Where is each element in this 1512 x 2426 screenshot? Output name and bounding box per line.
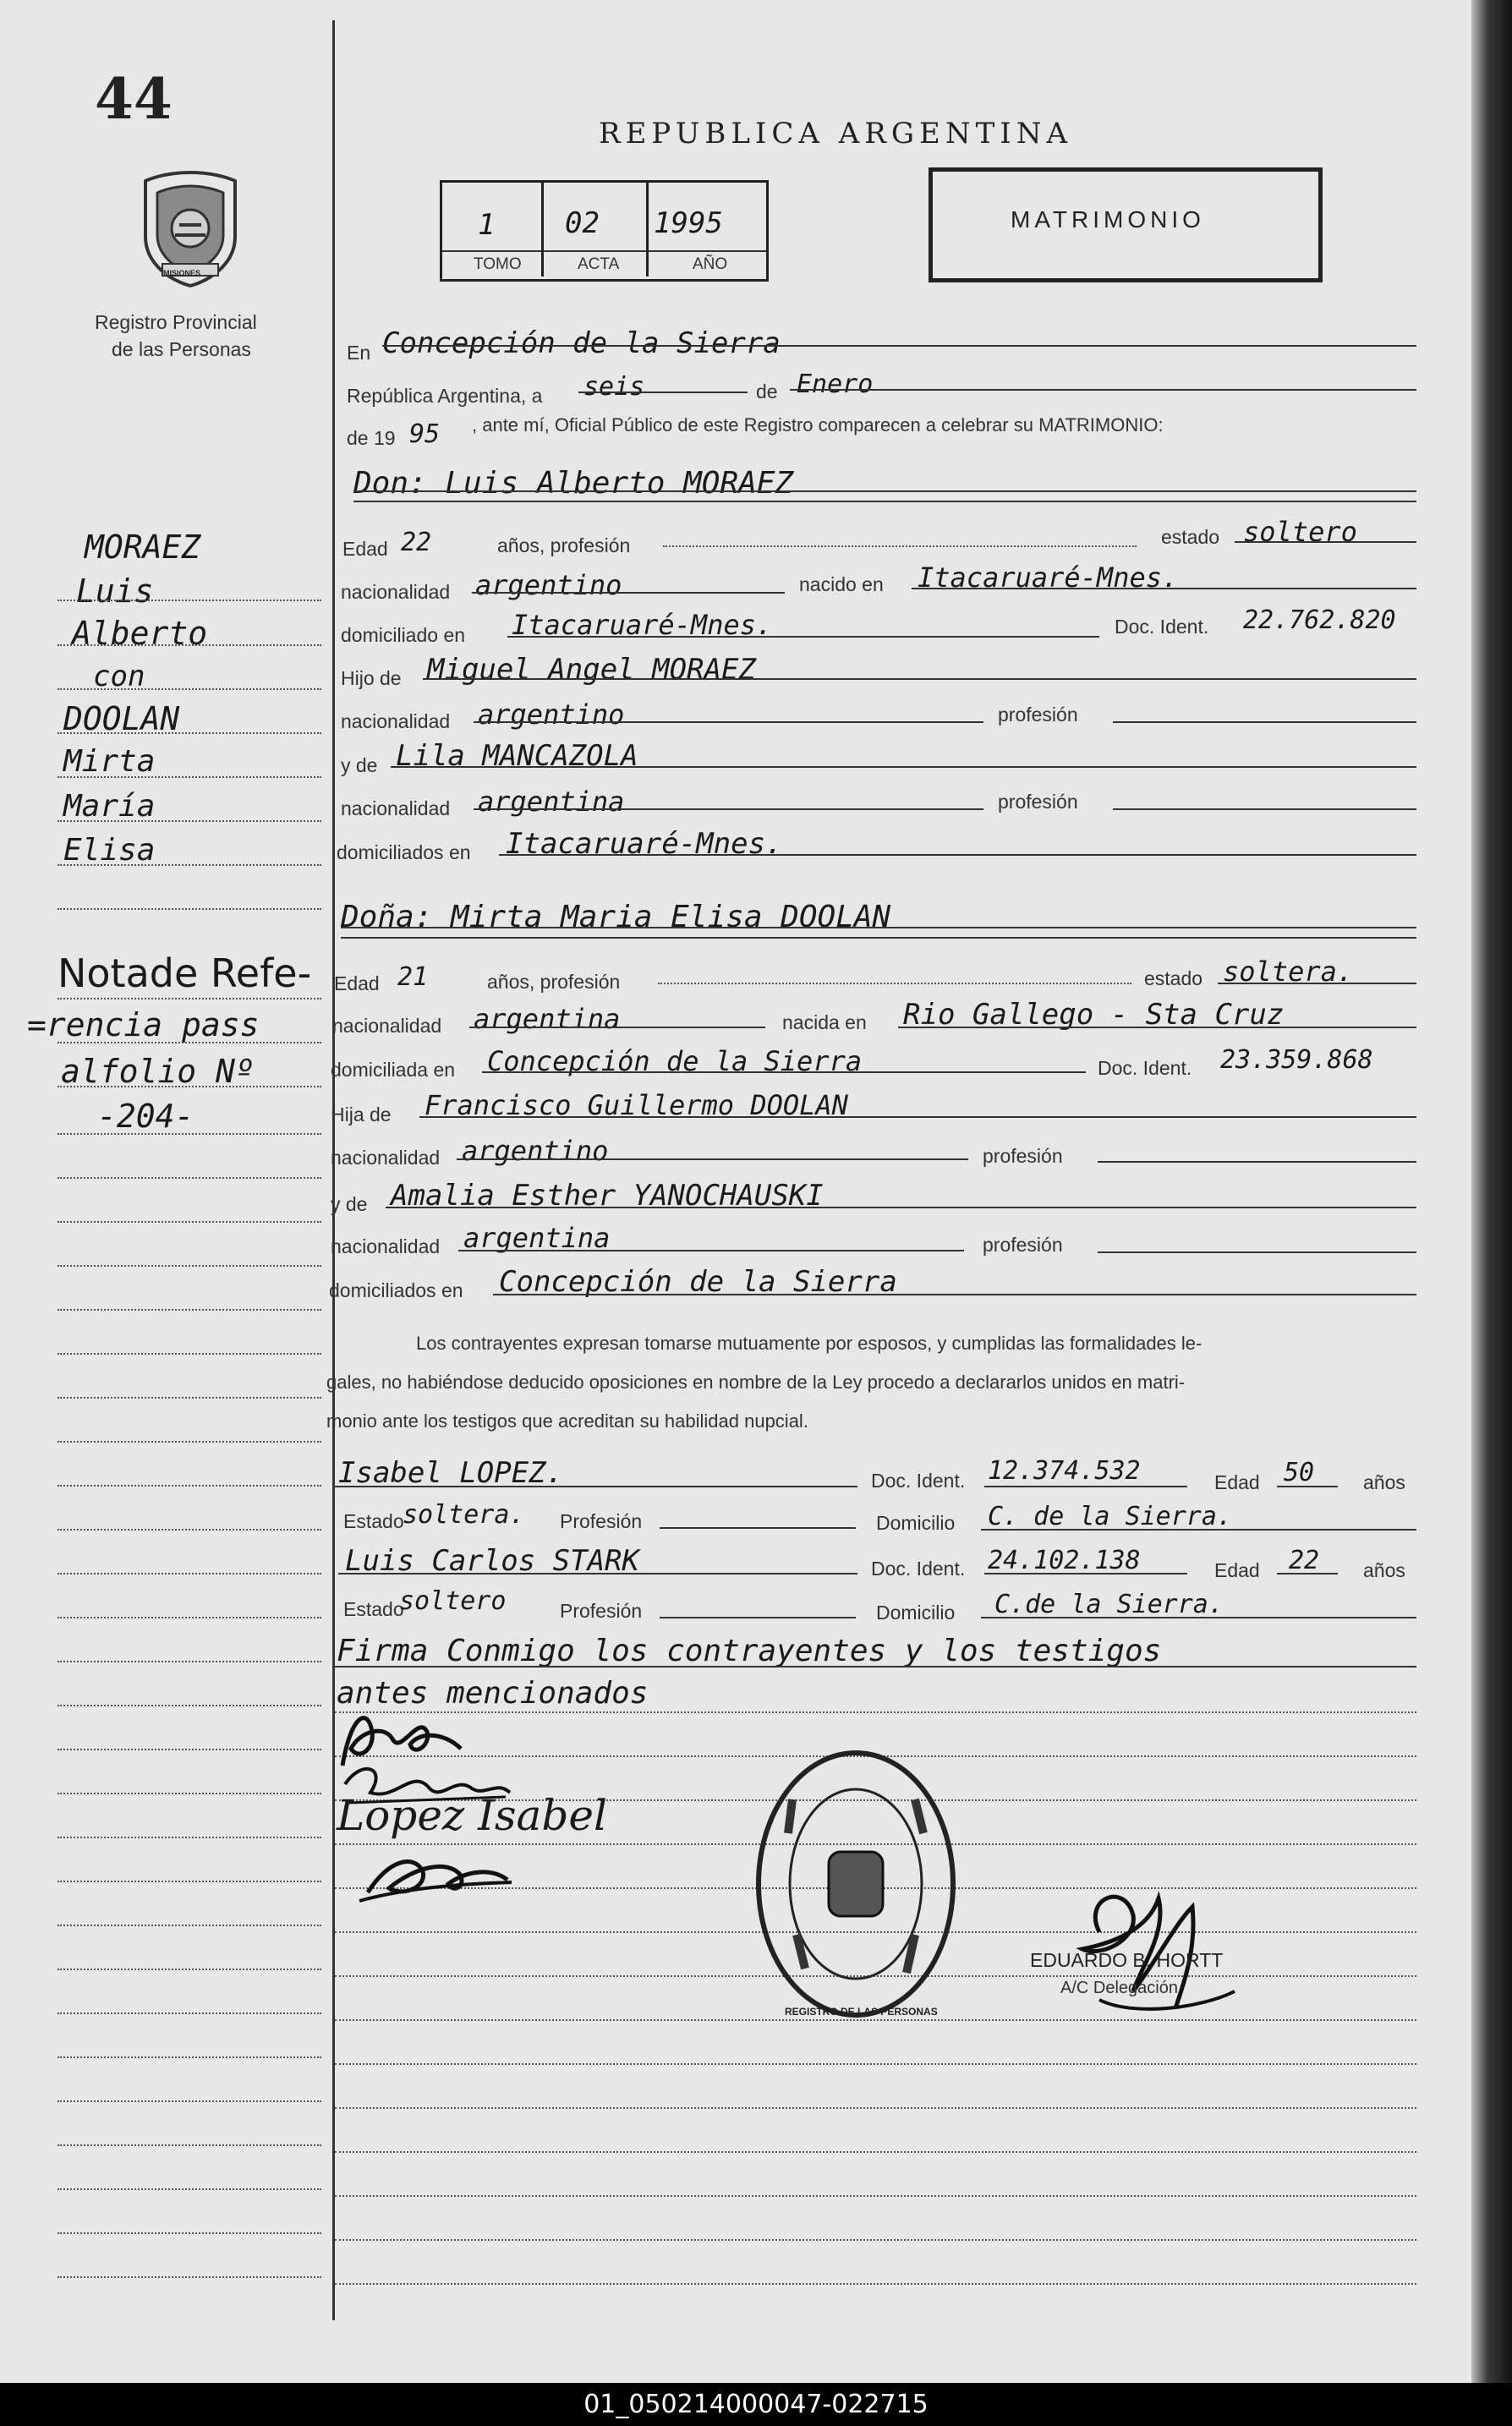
- footer-image-id: 01_050214000047-022715: [583, 2390, 929, 2419]
- binding-edge: [1471, 0, 1512, 2383]
- rule-groom-estado: [1235, 541, 1416, 543]
- rule-groom-nac: [472, 592, 785, 594]
- rule-bride-dom: [482, 1071, 1086, 1073]
- bride-domicilio: Concepción de la Sierra: [487, 1045, 863, 1077]
- label-anos-prof-groom: años, profesión: [497, 534, 631, 556]
- rule-bmother-nac: [458, 1250, 964, 1251]
- acta-box-col1: [541, 183, 544, 277]
- rule-w2-dom: [981, 1617, 1416, 1618]
- rule-father-nac: [474, 721, 983, 723]
- label-estado-groom: estado: [1161, 526, 1220, 548]
- label-dom-bride: domiciliada en: [331, 1059, 456, 1081]
- registry-stamp-icon: [746, 1740, 966, 2028]
- groom-domicilio: Itacaruaré-Mnes.: [512, 609, 773, 641]
- footer-bar: [0, 2383, 1512, 2426]
- margin-name-7: María: [63, 789, 156, 824]
- closing-line-2: antes mencionados: [337, 1676, 649, 1711]
- rule-place: [382, 345, 1416, 347]
- groom-parents-dom: Itacaruaré-Mnes.: [506, 827, 783, 861]
- tomo-label: TOMO: [474, 255, 522, 273]
- rule-groom-2: [353, 501, 1416, 502]
- rule-day: [578, 392, 748, 393]
- groom-mother-nac: argentina: [478, 786, 625, 818]
- rule-bride: [341, 927, 1416, 928]
- bride-father: Francisco Guillermo DOOLAN: [425, 1089, 848, 1121]
- label-prof-w2: Profesión: [560, 1600, 643, 1622]
- signature-witness2: [355, 1842, 516, 1909]
- witness1-name: Isabel LOPEZ.: [338, 1456, 564, 1490]
- rule-groom: [353, 490, 1416, 492]
- rule-w2-age: [1277, 1573, 1338, 1574]
- bride-parents-dom: Concepción de la Sierra: [499, 1265, 897, 1299]
- declaration-line-3: monio ante los testigos que acreditan su habilidad nupcial.: [326, 1410, 808, 1432]
- label-nac-mother: nacionalidad: [341, 797, 451, 819]
- witness2-domicilio: C.de la Sierra.: [994, 1590, 1224, 1619]
- rule-groom-dom: [507, 636, 1099, 638]
- label-nac-bride: nacionalidad: [332, 1015, 442, 1037]
- declaration-line-1: Los contrayentes expresan tomarse mutuamente por esposos, y cumplidas las formalidades le-: [416, 1333, 1202, 1354]
- bride-mother-nac: argentina: [463, 1222, 611, 1254]
- stamp-text: REGISTRO DE LAS PERSONAS: [785, 2006, 938, 2018]
- rule-w1-name: [335, 1486, 857, 1487]
- rule-bride-parents: [493, 1294, 1416, 1295]
- acta-label: ACTA: [578, 255, 620, 273]
- label-doc-bride: Doc. Ident.: [1098, 1057, 1192, 1079]
- groom-doc: 22.762.820: [1243, 605, 1396, 635]
- groom-estado: soltero: [1243, 516, 1357, 548]
- margin-referral-3: alfolio Nº: [61, 1053, 255, 1090]
- label-prof-bfather: profesión: [983, 1145, 1063, 1167]
- label-dom-groom: domiciliado en: [341, 624, 466, 646]
- record-type: MATRIMONIO: [1011, 206, 1205, 233]
- rule-closing-1: [335, 1666, 1416, 1668]
- margin-referral-1: Notade Refe-: [58, 950, 312, 996]
- page-number: 44: [95, 66, 173, 132]
- record-month: Enero: [797, 370, 874, 399]
- label-anos-w1: años: [1363, 1471, 1405, 1493]
- rule-w1-prof: [660, 1527, 856, 1529]
- witness2-doc: 24.102.138: [988, 1546, 1141, 1575]
- record-place: Concepción de la Sierra: [382, 326, 781, 360]
- witness1-age: 50: [1284, 1458, 1315, 1487]
- label-doms-bride: domiciliados en: [329, 1279, 463, 1301]
- rule-w2-name: [338, 1573, 857, 1574]
- label-anos-w2: años: [1363, 1559, 1405, 1581]
- label-y-de-bride: y de: [331, 1193, 368, 1215]
- groom-nacido: Itacaruaré-Mnes.: [918, 561, 1179, 594]
- rule-w1-dom: [981, 1529, 1416, 1531]
- seal-word: MISIONES: [163, 269, 201, 277]
- official-name: EDUARDO B. HORTT: [1030, 1949, 1224, 1971]
- rule-month: [790, 389, 1416, 391]
- rule-groom-parents: [499, 854, 1416, 856]
- label-nac-father: nacionalidad: [341, 710, 451, 732]
- signature-witness1: Lopez Isabel: [337, 1791, 607, 1840]
- label-nac-bmother: nacionalidad: [331, 1235, 441, 1257]
- groom-nacionalidad: argentino: [475, 569, 622, 601]
- official-title: A/C Delegación: [1060, 1979, 1178, 1997]
- ano-value: 1995: [654, 206, 723, 240]
- bride-nacionalidad: argentina: [474, 1003, 621, 1035]
- bride-father-nac: argentino: [462, 1135, 609, 1167]
- declaration-line-2: gales, no habiéndose deducido oposiciones en nombre de la Ley procedo a declararlos unidos en matri-: [326, 1372, 1186, 1393]
- rule-bride-nacida: [898, 1027, 1416, 1028]
- witness1-domicilio: C. de la Sierra.: [988, 1502, 1232, 1531]
- country-title: REPUBLICA ARGENTINA: [599, 117, 1073, 151]
- label-republica: República Argentina, a: [347, 385, 543, 407]
- groom-father: Miguel Angel MORAEZ: [427, 653, 756, 687]
- rule-father-prof: [1113, 721, 1416, 723]
- office-name-line1: Registro Provincial: [95, 311, 257, 333]
- closing-line-1: Firma Conmigo los contrayentes y los testigos: [337, 1634, 1162, 1668]
- label-anos-prof-bride: años, profesión: [487, 971, 621, 993]
- label-nacido-groom: nacido en: [799, 573, 884, 595]
- rule-bride-nac: [469, 1027, 765, 1028]
- acta-box-col2: [646, 183, 649, 277]
- label-doms-groom: domiciliados en: [337, 841, 471, 863]
- label-dom-w1: Domicilio: [876, 1512, 956, 1534]
- bride-estado: soltera.: [1223, 956, 1354, 988]
- label-edad-bride: Edad: [334, 972, 380, 994]
- label-de19: de 19: [347, 427, 396, 449]
- label-prof-w1: Profesión: [560, 1510, 643, 1532]
- label-doc-w1: Doc. Ident.: [871, 1470, 966, 1492]
- margin-name-4: con: [93, 660, 145, 693]
- dots-bride-prof: [658, 983, 1131, 984]
- label-nac-groom: nacionalidad: [341, 581, 451, 603]
- margin-name-2: Luis: [76, 572, 154, 610]
- groom-name: Don: Luis Alberto MORAEZ: [353, 466, 794, 501]
- dots-groom-prof: [663, 545, 1137, 547]
- label-edad-w1: Edad: [1214, 1471, 1260, 1493]
- rule-bride-2: [341, 937, 1416, 939]
- bride-nacida: Rio Gallego - Sta Cruz: [903, 998, 1285, 1032]
- label-ante: , ante mí, Oficial Público de este Registro comparecen a celebrar su MATRIMONIO:: [472, 414, 1164, 435]
- tomo-value: 1: [478, 208, 496, 242]
- rule-w2-prof: [660, 1617, 856, 1618]
- margin-name-8: Elisa: [63, 833, 156, 868]
- rule-bride-estado: [1218, 983, 1416, 984]
- rule-groom-nacido: [912, 588, 1416, 589]
- groom-mother: Lila MANCAZOLA: [396, 739, 638, 773]
- rule-w1-age: [1277, 1486, 1338, 1487]
- rule-mother-nac: [474, 808, 983, 810]
- groom-father-nac: argentino: [478, 698, 625, 731]
- label-y-de: y de: [341, 754, 378, 776]
- record-day: seis: [583, 372, 645, 402]
- margin-name-5: DOOLAN: [63, 700, 180, 737]
- margin-referral-2: =rencia pass: [27, 1006, 260, 1043]
- label-doc-w2: Doc. Ident.: [871, 1558, 966, 1580]
- rule-groom-mother: [391, 766, 1416, 768]
- label-nac-bfather: nacionalidad: [331, 1147, 441, 1169]
- label-prof-bmother: profesión: [983, 1234, 1063, 1256]
- rule-bride-mother: [386, 1207, 1416, 1208]
- rule-groom-father: [423, 678, 1416, 680]
- label-de: de: [756, 381, 778, 403]
- label-prof-mother: profesión: [998, 791, 1078, 813]
- margin-name-3: Alberto: [72, 615, 208, 652]
- bride-mother: Amalia Esther YANOCHAUSKI: [391, 1179, 824, 1213]
- margin-name-1: MORAEZ: [85, 528, 201, 566]
- groom-age: 22: [401, 528, 432, 557]
- witness1-doc: 12.374.532: [988, 1456, 1141, 1486]
- label-en: En: [347, 342, 371, 364]
- rule-w2-doc: [984, 1573, 1187, 1574]
- witness1-estado: soltera.: [403, 1500, 525, 1530]
- label-estado-bride: estado: [1144, 967, 1203, 989]
- rule-w1-doc: [984, 1486, 1187, 1487]
- rule-mother-prof: [1113, 808, 1416, 810]
- bride-name: Doña: Mirta Maria Elisa DOOLAN: [341, 900, 891, 934]
- label-dom-w2: Domicilio: [876, 1602, 956, 1624]
- office-name-line2: de las Personas: [112, 338, 251, 360]
- witness2-estado: soltero: [399, 1586, 507, 1616]
- witness2-name: Luis Carlos STARK: [345, 1544, 639, 1578]
- witness2-age: 22: [1289, 1546, 1320, 1575]
- label-edad-groom: Edad: [342, 538, 388, 560]
- label-prof-father: profesión: [998, 704, 1078, 726]
- acta-box-divider: [442, 250, 766, 252]
- label-estado-w2: Estado: [343, 1598, 404, 1620]
- rule-bfather-nac: [457, 1158, 968, 1160]
- ano-label: AÑO: [693, 255, 728, 273]
- acta-value: 02: [565, 206, 600, 240]
- rule-bmother-prof: [1098, 1251, 1416, 1253]
- label-hijo-de: Hijo de: [341, 667, 402, 689]
- label-estado-w1: Estado: [343, 1510, 404, 1532]
- label-nacida-bride: nacida en: [782, 1011, 867, 1033]
- bride-age: 21: [397, 962, 429, 992]
- rule-bride-father: [419, 1116, 1416, 1118]
- label-doc-groom: Doc. Ident.: [1115, 616, 1209, 638]
- label-hija-de: Hija de: [331, 1103, 392, 1125]
- margin-referral-4: -204-: [97, 1098, 194, 1135]
- record-year-suffix: 95: [409, 419, 441, 449]
- margin-name-6: Mirta: [63, 744, 156, 779]
- label-edad-w2: Edad: [1214, 1559, 1260, 1581]
- bride-doc: 23.359.868: [1220, 1045, 1373, 1075]
- rule-bfather-prof: [1098, 1161, 1416, 1163]
